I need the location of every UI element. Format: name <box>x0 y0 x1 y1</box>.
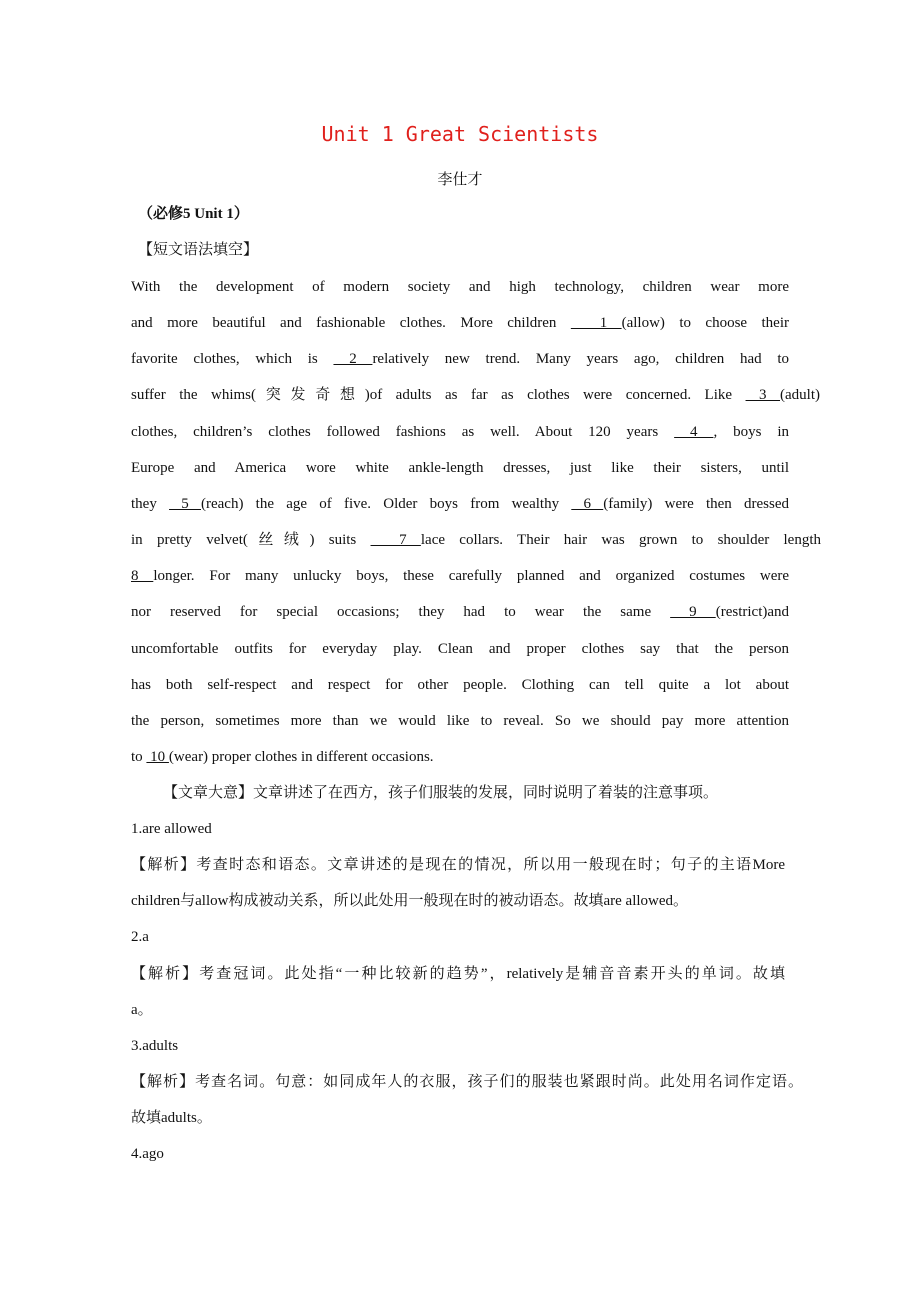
passage-text: (wear) proper clothes in different occasions. <box>168 748 434 765</box>
passage-line <box>131 385 820 405</box>
passage-text: Europe and America wore white ankle-length dresses, just like their sisters, until <box>131 459 789 476</box>
passage-line <box>131 458 789 478</box>
blank: 10 <box>146 748 169 765</box>
blank: 1 <box>570 315 622 332</box>
passage-text: (adult) <box>780 387 820 404</box>
passage-line <box>131 675 789 695</box>
passage-line <box>131 313 789 333</box>
passage-text: lace collars. Their hair was grown to shoulder length <box>420 532 821 549</box>
blank: 4 <box>674 423 714 440</box>
passage-text: (restrict)and <box>715 604 790 621</box>
summary: 【文章大意】文章讲述了在西方，孩子们服装的发展，同时说明了着装的注意事项。 <box>163 785 719 801</box>
answer-line: 3.adults <box>131 1037 179 1054</box>
passage-text: in pretty velvet(丝绒) suits <box>131 532 371 549</box>
blank: 6 <box>571 495 604 512</box>
document-title: Unit 1 Great Scientists <box>321 122 599 146</box>
blank: 9 <box>670 604 716 621</box>
passage-line <box>131 530 821 550</box>
passage-text: longer. For many unlucky boys, these carefully planned and organized costumes were <box>153 568 790 585</box>
passage-line <box>131 422 789 442</box>
passage-line <box>131 277 789 297</box>
blank: 3 <box>745 387 781 404</box>
blank: 5 <box>169 495 201 512</box>
blank: 2 <box>333 351 373 368</box>
passage-text: suffer the whims(突发奇想)of adults as far as clothes were concerned. Like <box>131 387 746 404</box>
answer-line: 【解析】考查冠词。此处指“一种比较新的趋势”，relatively是辅音音素开头的单词。故填 <box>131 965 785 982</box>
passage-text: to <box>131 748 147 765</box>
answer-line: a。 <box>131 1001 153 1018</box>
passage-text: uncomfortable outfits for everyday play. Clean and proper clothes say that the person <box>131 640 789 657</box>
answer-line: children与allow构成被动关系，所以此处用一般现在时的被动语态。故填are allowed。 <box>131 893 689 910</box>
passage-text: they <box>131 495 170 512</box>
passage-text: favorite clothes, which is <box>131 351 334 368</box>
passage-line <box>131 711 789 731</box>
answer-line: 4.ago <box>131 1146 164 1163</box>
passage-line <box>131 747 434 767</box>
passage-text: , boys in <box>713 423 789 440</box>
answer-line: 【解析】考查名词。句意：如同成年人的衣服，孩子们的服装也紧跟时尚。此处用名词作定语。 <box>131 1074 803 1091</box>
answer-line: 2.a <box>131 929 149 946</box>
passage-text: clothes, children’s clothes followed fashions as well. About 120 years <box>131 423 675 440</box>
source-label: （必修5 Unit 1） <box>138 206 249 222</box>
blank: 7 <box>370 532 421 549</box>
passage-line <box>131 349 789 369</box>
passage-text: relatively new trend. Many years ago, children had to <box>372 351 789 368</box>
passage-text: (reach) the age of five. Older boys from wealthy <box>201 495 572 512</box>
passage-line <box>131 566 789 586</box>
author: 李仕才 <box>437 172 483 188</box>
passage-line <box>131 494 789 514</box>
blank: 8 <box>131 568 154 585</box>
passage-text: has both self-respect and respect for other people. Clothing can tell quite a lot about <box>131 676 789 693</box>
passage-text: and more beautiful and fashionable clothes. More children <box>131 315 571 332</box>
passage-line <box>131 639 789 659</box>
section-heading: 【短文语法填空】 <box>138 242 259 258</box>
passage-text: (family) were then dressed <box>603 495 790 512</box>
answer-line: 【解析】考查时态和语态。文章讲述的是现在的情况，所以用一般现在时；句子的主语More <box>131 857 785 874</box>
passage-text: (allow) to choose their <box>621 315 789 332</box>
passage-text: With the development of modern society and high technology, children wear more <box>131 279 789 295</box>
passage-text: nor reserved for special occasions; they had to wear the same <box>131 604 671 621</box>
passage-line <box>131 602 789 622</box>
passage-text: the person, sometimes more than we would like to reveal. So we should pay more attention <box>131 712 789 729</box>
answer-line: 1.are allowed <box>131 821 212 837</box>
answer-line: 故填adults。 <box>131 1110 212 1127</box>
